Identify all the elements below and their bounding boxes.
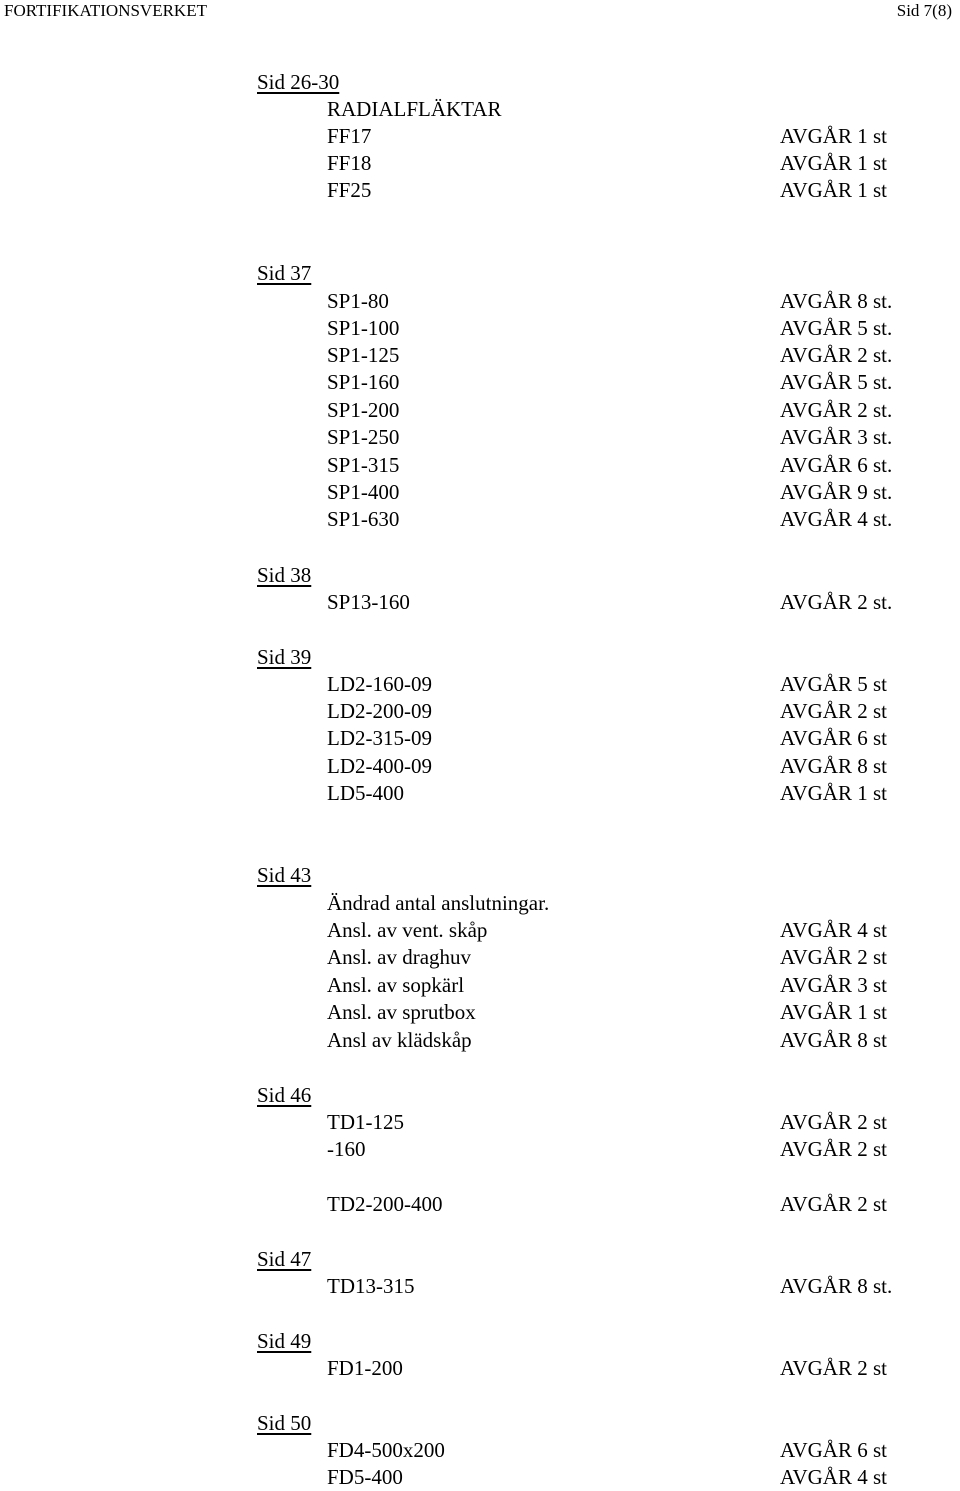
item-code: SP1-250 bbox=[327, 425, 400, 449]
item-quantity: AVGÅR 8 st bbox=[780, 754, 887, 778]
item-quantity: AVGÅR 3 st. bbox=[780, 425, 893, 449]
item-code: SP1-400 bbox=[327, 480, 400, 504]
item-code: SP1-200 bbox=[327, 398, 400, 422]
item-quantity: AVGÅR 2 st. bbox=[780, 343, 893, 367]
item-code: FD4-500x200 bbox=[327, 1438, 445, 1462]
item-quantity: AVGÅR 5 st. bbox=[780, 316, 893, 340]
item-quantity: AVGÅR 1 st bbox=[780, 124, 887, 148]
page-number: Sid 7(8) bbox=[896, 1, 952, 20]
item-quantity: AVGÅR 2 st bbox=[780, 945, 887, 969]
section-heading: Ändrad antal anslutningar. bbox=[327, 891, 550, 915]
item-code: FD5-400 bbox=[327, 1465, 403, 1489]
item-code: TD1-125 bbox=[327, 1110, 404, 1134]
item-code: FD1-200 bbox=[327, 1356, 403, 1380]
item-code: SP13-160 bbox=[327, 590, 410, 614]
section-ref: Sid 49 bbox=[257, 1329, 312, 1353]
item-code: SP1-100 bbox=[327, 316, 400, 340]
item-description: Ansl av klädskåp bbox=[327, 1028, 472, 1052]
item-quantity: AVGÅR 6 st. bbox=[780, 453, 893, 477]
item-quantity: AVGÅR 5 st bbox=[780, 672, 887, 696]
section-ref: Sid 38 bbox=[257, 563, 312, 587]
item-quantity: AVGÅR 4 st bbox=[780, 918, 887, 942]
item-description: Ansl. av vent. skåp bbox=[327, 918, 488, 942]
item-code: LD2-315-09 bbox=[327, 726, 432, 750]
item-code: SP1-125 bbox=[327, 343, 400, 367]
item-quantity: AVGÅR 4 st. bbox=[780, 507, 893, 531]
item-code: SP1-315 bbox=[327, 453, 400, 477]
item-quantity: AVGÅR 9 st. bbox=[780, 480, 893, 504]
item-quantity: AVGÅR 2 st bbox=[780, 1110, 887, 1134]
section-heading: RADIALFLÄKTAR bbox=[327, 97, 502, 121]
item-quantity: AVGÅR 6 st bbox=[780, 1438, 887, 1462]
section-ref: Sid 43 bbox=[257, 863, 312, 887]
item-quantity: AVGÅR 8 st. bbox=[780, 289, 893, 313]
section-ref: Sid 37 bbox=[257, 261, 312, 285]
item-code: SP1-160 bbox=[327, 370, 400, 394]
item-quantity: AVGÅR 6 st bbox=[780, 726, 887, 750]
item-quantity: AVGÅR 1 st bbox=[780, 781, 887, 805]
item-code: LD2-400-09 bbox=[327, 754, 432, 778]
item-quantity: AVGÅR 8 st. bbox=[780, 1274, 893, 1298]
item-code: LD2-160-09 bbox=[327, 672, 432, 696]
item-quantity: AVGÅR 2 st bbox=[780, 1356, 887, 1380]
item-code: TD2-200-400 bbox=[327, 1192, 443, 1216]
item-quantity: AVGÅR 2 st bbox=[780, 1192, 887, 1216]
section-ref: Sid 26-30 bbox=[257, 70, 340, 94]
section-ref: Sid 46 bbox=[257, 1083, 312, 1107]
item-quantity: AVGÅR 2 st bbox=[780, 1137, 887, 1161]
section-ref: Sid 50 bbox=[257, 1411, 312, 1435]
item-quantity: AVGÅR 1 st bbox=[780, 151, 887, 175]
item-code: LD5-400 bbox=[327, 781, 404, 805]
item-quantity: AVGÅR 3 st bbox=[780, 973, 887, 997]
document-header-title: FORTIFIKATIONSVERKET bbox=[4, 1, 207, 20]
item-code: -160 bbox=[327, 1137, 366, 1161]
item-description: Ansl. av sprutbox bbox=[327, 1000, 476, 1024]
item-code: FF18 bbox=[327, 151, 372, 175]
item-quantity: AVGÅR 4 st bbox=[780, 1465, 887, 1489]
item-code: SP1-80 bbox=[327, 289, 389, 313]
item-description: Ansl. av sopkärl bbox=[327, 973, 465, 997]
item-quantity: AVGÅR 1 st bbox=[780, 1000, 887, 1024]
section-ref: Sid 47 bbox=[257, 1247, 312, 1271]
item-code: SP1-630 bbox=[327, 507, 400, 531]
item-quantity: AVGÅR 8 st bbox=[780, 1028, 887, 1052]
item-description: Ansl. av draghuv bbox=[327, 945, 472, 969]
item-quantity: AVGÅR 1 st bbox=[780, 178, 887, 202]
item-quantity: AVGÅR 2 st bbox=[780, 699, 887, 723]
item-quantity: AVGÅR 5 st. bbox=[780, 370, 893, 394]
item-code: FF25 bbox=[327, 178, 372, 202]
item-quantity: AVGÅR 2 st. bbox=[780, 590, 893, 614]
section-ref: Sid 39 bbox=[257, 645, 312, 669]
item-code: FF17 bbox=[327, 124, 372, 148]
item-code: TD13-315 bbox=[327, 1274, 415, 1298]
item-quantity: AVGÅR 2 st. bbox=[780, 398, 893, 422]
item-code: LD2-200-09 bbox=[327, 699, 432, 723]
